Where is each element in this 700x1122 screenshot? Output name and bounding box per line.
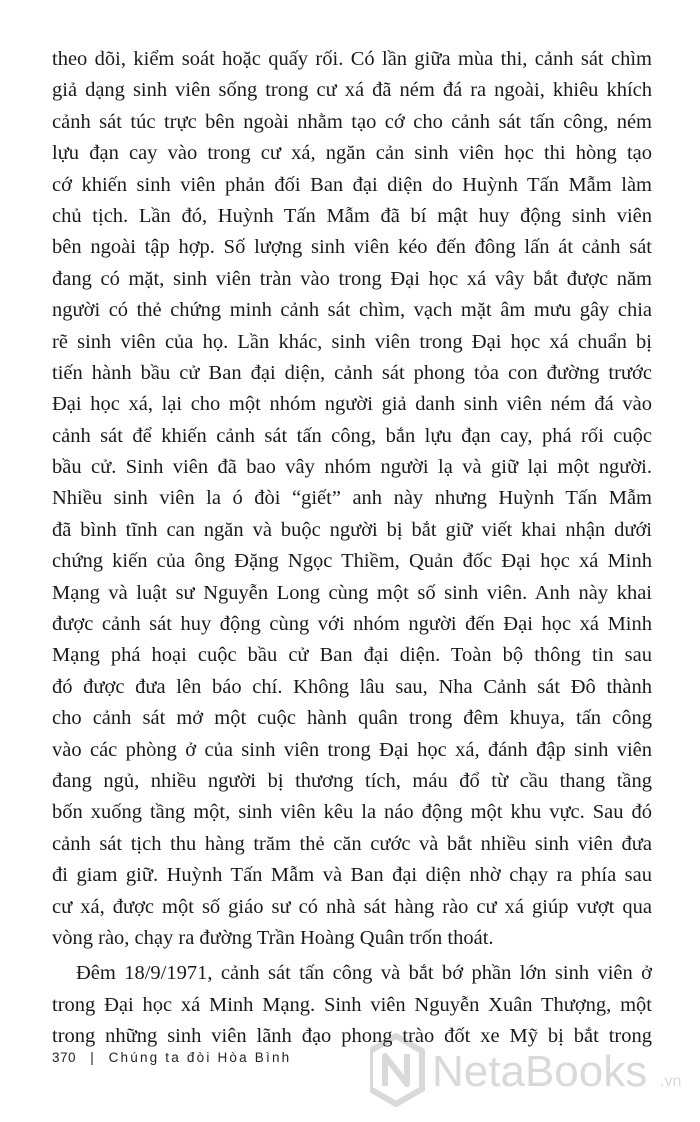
text-line: Nhiều sinh viên la ó đòi “giết” anh này nhưng Huỳnh Tấn Mẫm bbox=[52, 487, 652, 510]
text-line: cư xá, được một số giáo sư có nhà sát hàng rào cư xá giúp vượt qua bbox=[52, 895, 652, 918]
footer-separator: | bbox=[90, 1050, 95, 1065]
book-title: Chúng ta đòi Hòa Bình bbox=[108, 1050, 292, 1065]
text-line: trong những sinh viên lãnh đạo phong trào đốt xe Mỹ bị bắt trong bbox=[52, 1025, 652, 1048]
text-line: Mạng và luật sư Nguyễn Long cùng một số sinh viên. Anh này khai bbox=[52, 581, 652, 604]
text-line: tiến hành bầu cử Ban đại diện, cảnh sát phong tỏa con đường trước bbox=[52, 361, 652, 384]
text-line: bốn xuống tầng một, sinh viên kêu la náo động một khu vực. Sau đó bbox=[52, 801, 652, 824]
text-line: đang ngủ, nhiều người bị thương tích, máu đổ từ cầu thang tầng bbox=[52, 769, 652, 792]
text-line: bên ngoài tập hợp. Số lượng sinh viên kéo đến đông lấn át cảnh sát bbox=[52, 236, 652, 259]
text-line: vào các phòng ở của sinh viên trong Đại học xá, đánh đập sinh viên bbox=[52, 738, 652, 761]
text-line: chứng kiến của ông Đặng Ngọc Thiềm, Quản đốc Đại học xá Minh bbox=[52, 550, 652, 573]
text-line: cớ khiến sinh viên phản đối Ban đại diện do Huỳnh Tấn Mẫm làm bbox=[52, 173, 652, 196]
text-line: cảnh sát để khiến cảnh sát tấn công, bắn lựu đạn cay, phá rối cuộc bbox=[52, 424, 652, 447]
text-line: vòng rào, chạy ra đường Trần Hoàng Quân trốn thoát. bbox=[52, 926, 494, 949]
text-line: đi giam giữ. Huỳnh Tấn Mẫm và Ban đại diện nhờ chạy ra phía sau bbox=[52, 864, 652, 887]
text-line: Đêm 18/9/1971, cảnh sát tấn công và bắt bớ phần lớn sinh viên ở bbox=[76, 962, 652, 985]
text-line: trong Đại học xá Minh Mạng. Sinh viên Nguyễn Xuân Thượng, một bbox=[52, 993, 652, 1016]
text-line: Đại học xá, lại cho một nhóm người giả danh sinh viên ném đá vào bbox=[52, 393, 652, 416]
text-line: cảnh sát túc trực bên ngoài nhằm tạo cớ cho cảnh sát tấn công, ném bbox=[52, 110, 652, 133]
page-body bbox=[52, 44, 652, 1053]
page-number: 370 bbox=[52, 1050, 77, 1065]
text-line: lựu đạn cay vào trong cư xá, ngăn cản sinh viên học thi hòng tạo bbox=[52, 142, 652, 165]
text-line: giả dạng sinh viên sống trong cư xá đã ném đá ra ngoài, khiêu khích bbox=[52, 79, 652, 102]
text-line: cảnh sát tịch thu hàng trăm thẻ căn cước và bắt nhiều sinh viên đưa bbox=[52, 832, 652, 855]
text-line: đã bình tĩnh can ngăn và buộc người bị bắt giữ viết khai nhận dưới bbox=[52, 518, 652, 541]
text-line: được cảnh sát huy động cùng với nhóm người đến Đại học xá Minh bbox=[52, 613, 652, 636]
page-footer bbox=[52, 1050, 291, 1065]
paragraph-2 bbox=[52, 958, 652, 1052]
text-line: Mạng phá hoại cuộc bầu cử Ban đại diện. Toàn bộ thông tin sau bbox=[52, 644, 652, 667]
text-line: người có thẻ chứng minh cảnh sát chìm, vạch mặt âm mưu gây chia bbox=[52, 299, 652, 322]
text-line: chủ tịch. Lần đó, Huỳnh Tấn Mẫm đã bí mật huy động sinh viên bbox=[52, 204, 652, 227]
text-line: bầu cử. Sinh viên đã bao vây nhóm người lạ và giữ lại một người. bbox=[52, 456, 652, 479]
text-line: đang có mặt, sinh viên tràn vào trong Đại học xá vây bắt được năm bbox=[52, 267, 652, 290]
watermark-suffix: .vn bbox=[660, 1073, 682, 1090]
text-line: đó được đưa lên báo chí. Không lâu sau, Nha Cảnh sát Đô thành bbox=[52, 675, 652, 698]
text-line: rẽ sinh viên của họ. Lần khác, sinh viên trong Đại học xá chuẩn bị bbox=[52, 330, 652, 353]
text-line: cho cảnh sát mở một cuộc hành quân trong đêm khuya, tấn công bbox=[52, 707, 652, 730]
watermark-text: NetaBooks bbox=[432, 1047, 648, 1096]
paragraph-1 bbox=[52, 44, 652, 954]
text-line: theo dõi, kiểm soát hoặc quấy rối. Có lần giữa mùa thi, cảnh sát chìm bbox=[52, 48, 652, 70]
